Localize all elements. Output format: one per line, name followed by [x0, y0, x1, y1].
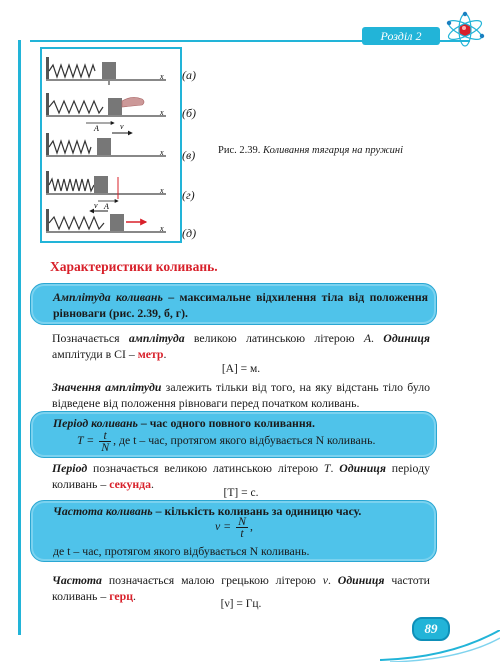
frequency-where: де t – час, протягом якого відбувається N коливань.: [53, 544, 310, 558]
spring-oscillation-illustration: [42, 49, 180, 241]
period-callout: [30, 411, 437, 458]
row-a: [46, 57, 166, 85]
caption-title: Коливання тягарця на пружині: [263, 145, 403, 156]
figure-label-b: (б): [182, 106, 197, 120]
formula-frequency-unit: [ν] = Гц.: [220, 598, 262, 610]
period-formula: T = $\frac{t}{N}$ , де t – час, протягом якого відбувається N коливань.: [77, 428, 376, 454]
period-definition: Період коливань – час одного повного коливання.: [53, 416, 315, 430]
atom-icon: [440, 10, 490, 50]
paragraph-amplitude-notation: Позначається амплітуда великою латинською літерою A. Одиниця амплітуди в СІ – метр.: [52, 331, 430, 361]
x-axis-label: x: [160, 148, 164, 157]
paragraph-period-notation: Період позначається великою латинською літерою T. Одиниця періоду коливань – секунда.: [52, 461, 430, 491]
section-tab: Розділ 2: [362, 27, 440, 45]
spring-figure: [40, 47, 182, 243]
frequency-formula: ν = $\frac{N}{t}$ ,: [215, 514, 253, 540]
left-margin-rule: [18, 40, 21, 635]
formula-period-unit: [T] = с.: [223, 487, 259, 499]
figure-caption: [218, 145, 403, 156]
velocity-label-c: v: [120, 122, 124, 131]
figure-label-a: (а): [182, 68, 196, 82]
figure-label-c: (в): [182, 148, 196, 162]
amplitude-def: – максимальне відхилення тіла від положення рівноваги (рис. 2.39, б, г).: [53, 290, 428, 320]
row-c: [46, 122, 166, 157]
row-b: [46, 93, 166, 133]
caption-prefix: Рис. 2.39.: [218, 145, 261, 156]
amplitude-label-d: A: [104, 202, 109, 211]
x-axis-label: x: [160, 72, 164, 81]
period-fraction: $\frac{t}{N}$: [101, 428, 110, 454]
page-number: 89: [412, 617, 450, 641]
x-axis-label: x: [160, 108, 164, 117]
amplitude-callout: [30, 283, 437, 325]
x-axis-label: x: [160, 186, 164, 195]
amplitude-definition: [53, 289, 428, 321]
figure-label-d: (г): [182, 188, 195, 202]
amplitude-term: Амплітуда коливань: [53, 290, 163, 304]
row-d: [46, 171, 166, 211]
x-axis-label: x: [160, 224, 164, 233]
paragraph-frequency-notation: Частота позначається малою грецькою літерою ν. Одиниця частоти коливань – герц.: [52, 573, 430, 603]
frequency-fraction: $\frac{N}{t}$: [238, 514, 246, 540]
figure-label-e: (д): [182, 226, 197, 240]
formula-amplitude-unit: [A] = м.: [221, 363, 261, 375]
paragraph-amplitude-value: Значення амплітуди залежить тільки від того, на яку відстань тіло було відведене від положення рівноваги перед початком коливань.: [52, 380, 431, 410]
frequency-callout: [30, 500, 437, 562]
frequency-definition: Частота коливань – кількість коливань за одиницю часу.: [53, 504, 362, 518]
velocity-label-e: v: [94, 201, 98, 210]
section-title: Характеристики коливань.: [50, 259, 218, 274]
amplitude-label-b: A: [94, 124, 99, 133]
